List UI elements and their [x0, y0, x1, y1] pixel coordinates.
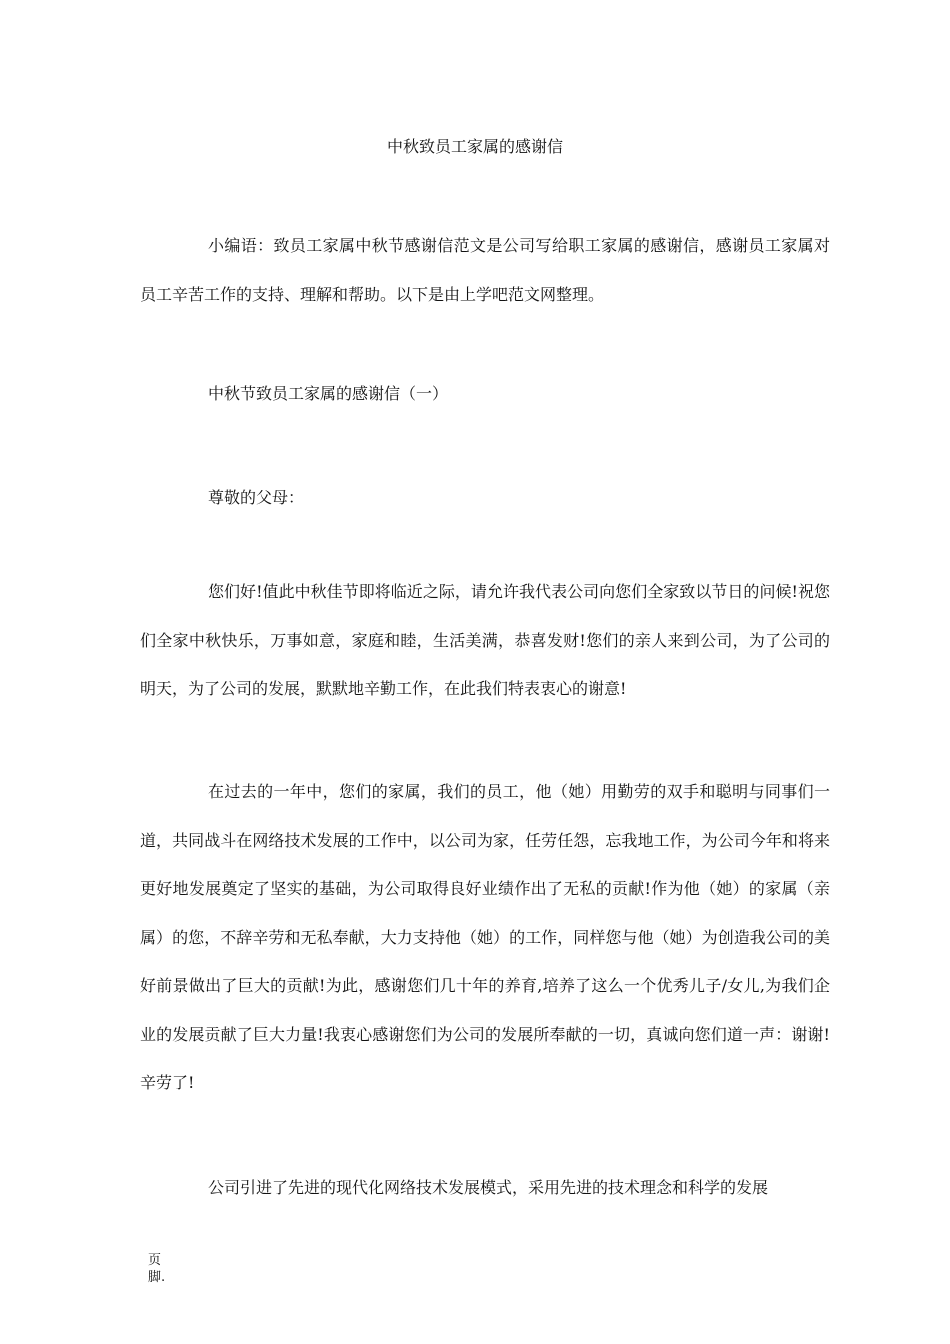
document-title: 中秋致员工家属的感谢信	[386, 137, 563, 156]
intro-paragraph: 小编语：致员工家属中秋节感谢信范文是公司写给职工家属的感谢信，感谢员工家属对员工辛苦工作的支持、理解和帮助。以下是由上学吧范文网整理。	[140, 236, 830, 304]
salutation: 尊敬的父母：	[208, 488, 305, 507]
page-footer: 页脚.	[148, 1253, 166, 1285]
section-heading: 中秋节致员工家属的感谢信（一）	[208, 384, 449, 403]
greeting-paragraph: 您们好!值此中秋佳节即将临近之际，请允许我代表公司向您们全家致以节日的问候!祝您们全家中秋快乐，万事如意，家庭和睦，生活美满，恭喜发财!您们的亲人来到公司，为了公司的明天，为了公司的发展，默默地辛勤工作，在此我们特表衷心的谢意!	[140, 582, 830, 698]
body-paragraph: 在过去的一年中，您们的家属，我们的员工，他（她）用勤劳的双手和聪明与同事们一道，共同战斗在网络技术发展的工作中，以公司为家，任劳任怨，忘我地工作，为公司今年和将来更好地发展奠定了坚实的基础，为公司取得良好业绩作出了无私的贡献!作为他（她）的家属（亲属）的您，不辞辛劳和无私奉献，大力支持他（她）的工作，同样您与他（她）为创造我公司的美好前景做出了巨大的贡献!为此，感谢您们几十年的养育,培养了这么一个优秀儿子/女儿,为我们企业的发展贡献了巨大力量!我衷心感谢您们为公司的发展所奉献的一切，真诚向您们道一声：谢谢!辛劳了!	[140, 782, 830, 1092]
continuation-paragraph: 公司引进了先进的现代化网络技术发展模式，采用先进的技术理念和科学的发展	[208, 1178, 769, 1197]
